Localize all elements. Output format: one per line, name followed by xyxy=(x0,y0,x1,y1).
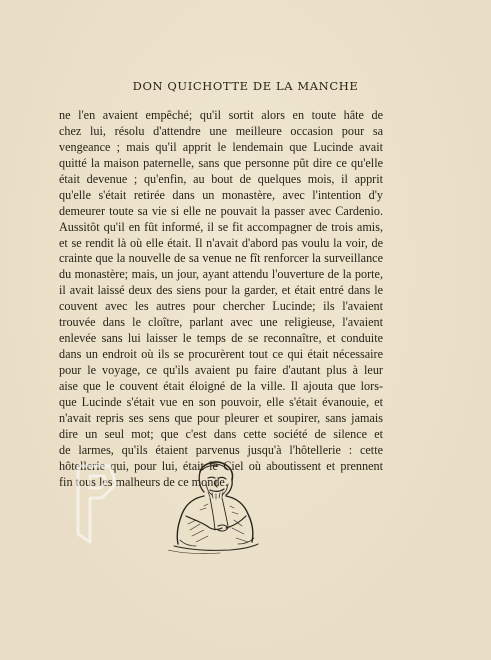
text-line: dire un seul mot; que c'est dans cette société de silence et xyxy=(59,426,383,441)
running-head: DON QUICHOTTE DE LA MANCHE xyxy=(132,79,359,93)
text-line: pour le voyage, ce qu'ils avaient pu faire d'autant plus à leur xyxy=(59,363,383,377)
text-line: aise que le couvent était éloigné de la ville. Il ajouta que lors- xyxy=(59,378,383,393)
text-line: Aussitôt qu'il en fût informé, il se fit accompagner de trois amis, xyxy=(59,219,383,234)
text-line: dans un endroit où ils se procurèrent tout ce qui était nécessaire xyxy=(59,347,383,362)
text-line: que Lucinde s'était vue en son pouvoir, elle s'était évanouie, et xyxy=(59,394,383,409)
text-line: trouvée dans le cloître, parlant avec une religieuse, l'avaient xyxy=(59,315,383,330)
text-line: n'avait repris ses sens que pour pleurer et soupirer, sans jamais xyxy=(59,410,383,425)
text-line: chez lui, résolu d'attendre une meilleure occasion pour sa xyxy=(59,123,383,138)
watermark-logo-icon xyxy=(72,462,120,546)
text-line: de larmes, qu'ils étaient parvenus jusqu'à l'hôtellerie : cette xyxy=(59,442,383,457)
text-line: couvent avec les autres pour chercher Lucinde; ils l'avaient xyxy=(59,299,383,314)
text-line: enlevée sans lui laisser le temps de se reconnaître, et conduite xyxy=(59,331,383,346)
body-paragraph xyxy=(59,108,383,491)
text-line: hôtellerie qui, pour lui, était le Ciel où aboutissent et prennent xyxy=(59,458,383,473)
text-line: ne l'en avaient empêché; qu'il sortit alors en toute hâte de xyxy=(59,108,383,122)
text-line: du monastère; mais, un jour, ayant attendu l'ouverture de la porte, xyxy=(59,267,383,282)
seated-figure-sketch-icon xyxy=(160,458,270,554)
text-line: et se rendit là où elle était. Il n'avait d'abord pas voulu la voir, de xyxy=(59,235,383,250)
text-line: quitté la maison paternelle, sans que personne pût dire ce qu'elle xyxy=(59,155,383,170)
text-line: fin tous les malheurs de ce monde. xyxy=(59,474,228,489)
text-line: crainte que la nouvelle de sa venue ne fît renforcer la surveillance xyxy=(59,251,383,266)
text-line: qu'elle s'était retirée dans un monastère, avec l'intention d'y xyxy=(59,187,383,202)
text-line: était devenue ; qu'enfin, au bout de quelques mois, il apprit xyxy=(59,171,383,186)
text-line: demeurer toute sa vie si elle ne pouvait la passer avec Cardenio. xyxy=(59,203,383,218)
text-line: il avait laissé deux des siens pour la garder, et était entré dans le xyxy=(59,283,383,298)
text-line: vengeance ; mais qu'il apprit le lendemain que Lucinde avait xyxy=(59,139,383,154)
